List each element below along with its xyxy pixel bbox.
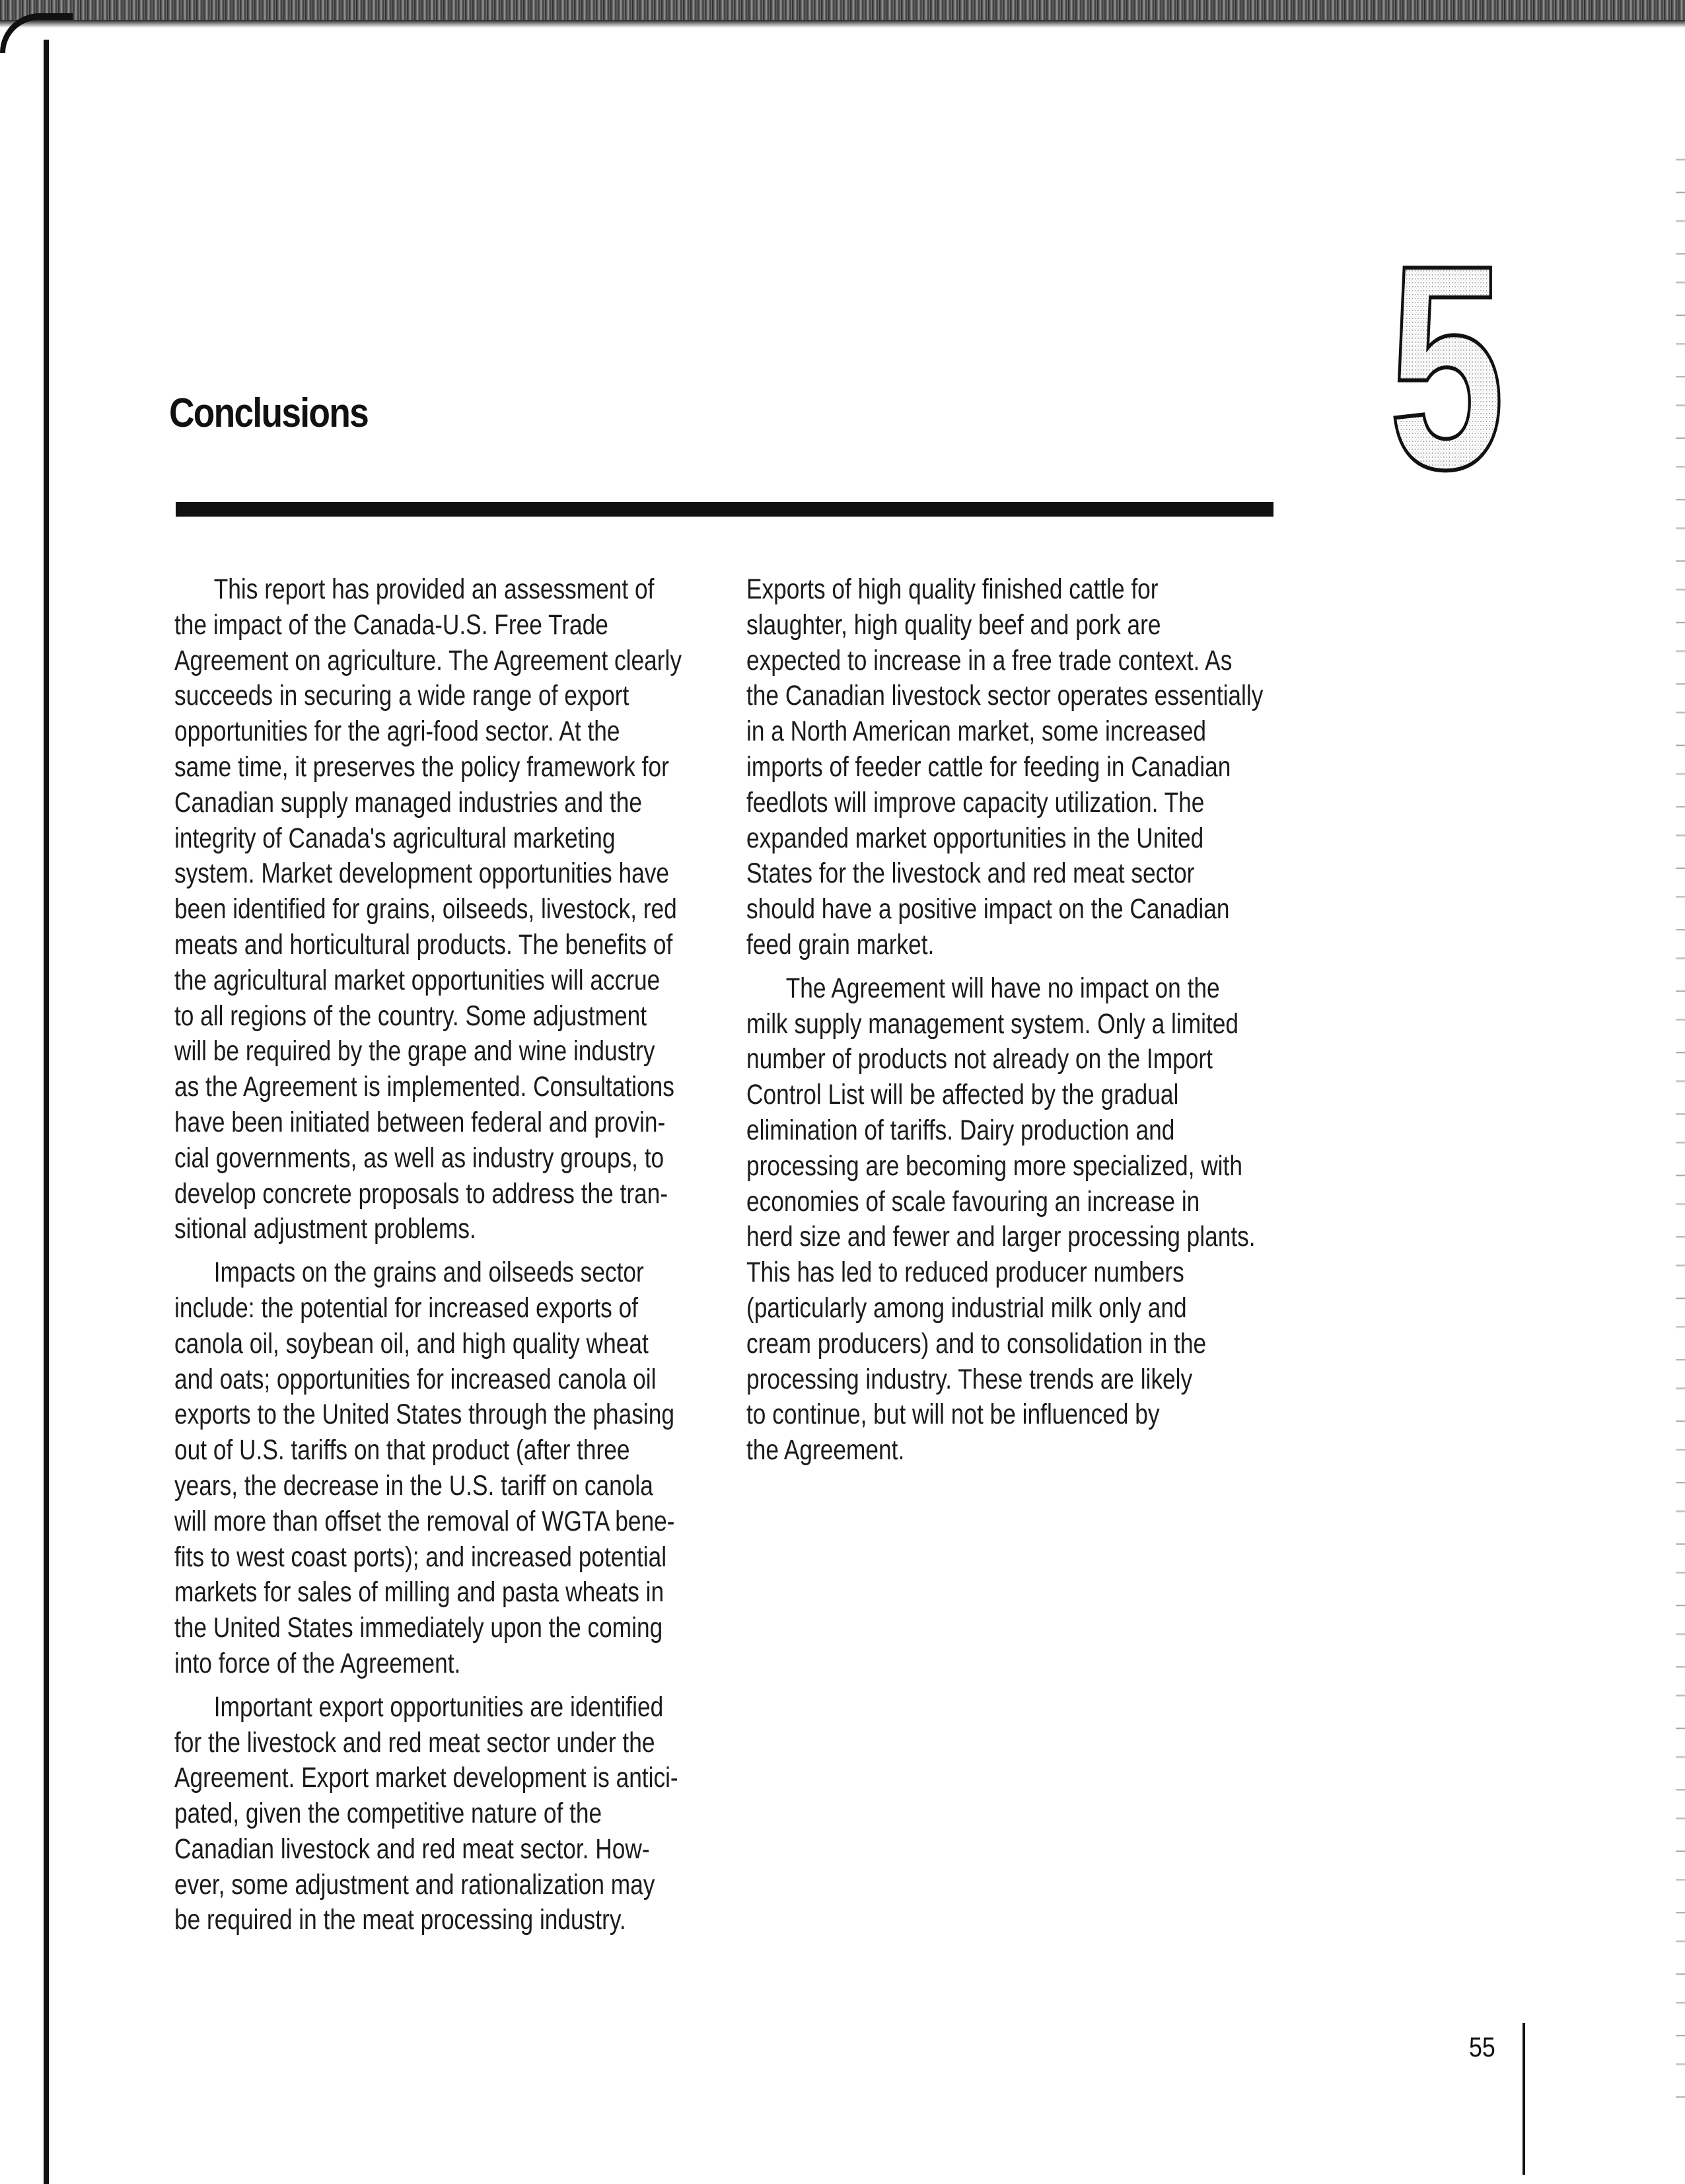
text-line: canola oil, soybean oil, and high quality wheat [174,1328,649,1360]
text-line: This report has provided an assessment of [213,574,655,605]
text-line: slaughter, high quality beef and pork are [746,609,1161,641]
text-line: as the Agreement is implemented. Consultations [174,1072,674,1103]
text-line: succeeds in securing a wide range of export [174,680,629,712]
text-line: the agricultural market opportunities will accrue [174,965,661,996]
text-line: should have a positive impact on the Canadian [746,894,1230,926]
text-line: This has led to reduced producer numbers [746,1257,1184,1289]
text-line: for the livestock and red meat sector under the [174,1727,655,1759]
text-line: Agreement. Export market development is antici- [174,1763,678,1794]
text-line: integrity of Canada's agricultural marketing [174,822,616,854]
chapter-number [1374,238,1519,489]
text-line: in a North American market, some increased [746,716,1206,748]
text-line: processing industry. These trends are likely [746,1364,1193,1395]
text-line: feed grain market. [746,929,935,961]
text-line: will more than offset the removal of WGTA bene- [174,1506,675,1537]
text-line: the Canadian livestock sector operates essentially [746,680,1264,712]
text-line: Important export opportunities are identified [213,1691,664,1723]
text-line: milk supply management system. Only a limited [746,1008,1238,1040]
page-marker-line [1523,2023,1525,2175]
paragraph [746,572,1288,963]
text-line: cial governments, as well as industry groups, to [174,1142,664,1174]
text-line: been identified for grains, oilseeds, livestock, red [174,894,677,926]
text-line: ever, some adjustment and rationalization may [174,1869,655,1901]
text-line: to continue, but will not be influenced by [746,1399,1160,1431]
text-line: Canadian supply managed industries and the [174,787,642,819]
scan-left-binding-edge [44,40,49,2184]
text-line: fits to west coast ports); and increased potential [174,1541,667,1573]
text-line: economies of scale favouring an increase in [746,1186,1200,1218]
text-line: Impacts on the grains and oilseeds sector [213,1257,644,1289]
text-line: develop concrete proposals to address the tran- [174,1178,668,1210]
text-line: sitional adjustment problems. [174,1214,476,1245]
text-line: and oats; opportunities for increased canola oil [174,1364,657,1395]
paragraph [174,1690,716,1939]
text-line: (particularly among industrial milk only and [746,1292,1187,1324]
text-line: system. Market development opportunities have [174,858,669,890]
text-line: into force of the Agreement. [174,1648,461,1679]
text-line: out of U.S. tariffs on that product (after three [174,1435,630,1467]
left-column [174,572,716,1946]
text-line: expanded market opportunities in the United [746,822,1204,854]
text-line: years, the decrease in the U.S. tariff on canola [174,1470,653,1502]
right-column [746,572,1288,1476]
text-line: feedlots will improve capacity utilization. The [746,787,1205,819]
text-line: processing are becoming more specialized, with [746,1150,1242,1182]
text-line: the impact of the Canada-U.S. Free Trade [174,609,608,641]
text-line: Canadian livestock and red meat sector. How- [174,1833,650,1865]
page-number: 55 [1469,2031,1495,2062]
text-line: markets for sales of milling and pasta wheats in [174,1577,664,1609]
text-line: Control List will be affected by the gradual [746,1079,1179,1111]
text-line: the United States immediately upon the coming [174,1613,663,1644]
text-line: expected to increase in a free trade context. As [746,645,1233,676]
title-rule [176,502,1273,517]
text-line: be required in the meat processing industry. [174,1905,626,1936]
text-line: opportunities for the agri-food sector. At the [174,716,620,748]
paragraph [174,572,716,1247]
text-line: to all regions of the country. Some adjustment [174,1000,647,1032]
text-line: elimination of tariffs. Dairy production and [746,1114,1175,1146]
text-line: include: the potential for increased exports of [174,1292,639,1324]
text-line: meats and horticultural products. The benefits of [174,929,673,961]
text-line: have been initiated between federal and provin- [174,1107,666,1138]
chapter-number-text: 5 [1388,238,1505,489]
scan-top-edge [0,0,1685,28]
paragraph [746,971,1288,1469]
paragraph [174,1255,716,1682]
text-line: exports to the United States through the phasing [174,1399,674,1431]
text-line: cream producers) and to consolidation in the [746,1328,1207,1360]
text-line: imports of feeder cattle for feeding in Canadian [746,751,1231,783]
scan-right-edge-noise [1676,132,1685,2114]
text-line: the Agreement. [746,1435,905,1467]
text-line: The Agreement will have no impact on the [785,972,1220,1004]
text-line: same time, it preserves the policy framework for [174,751,669,783]
chapter-title: Conclusions [169,390,369,436]
text-line: will be required by the grape and wine industry [174,1036,655,1068]
text-line: Agreement on agriculture. The Agreement clearly [174,645,682,676]
text-line: number of products not already on the Import [746,1044,1213,1075]
text-line: herd size and fewer and larger processing plants. [746,1221,1256,1253]
text-line: Exports of high quality finished cattle for [746,574,1159,605]
text-line: States for the livestock and red meat sector [746,858,1195,890]
text-line: pated, given the competitive nature of the [174,1798,602,1830]
